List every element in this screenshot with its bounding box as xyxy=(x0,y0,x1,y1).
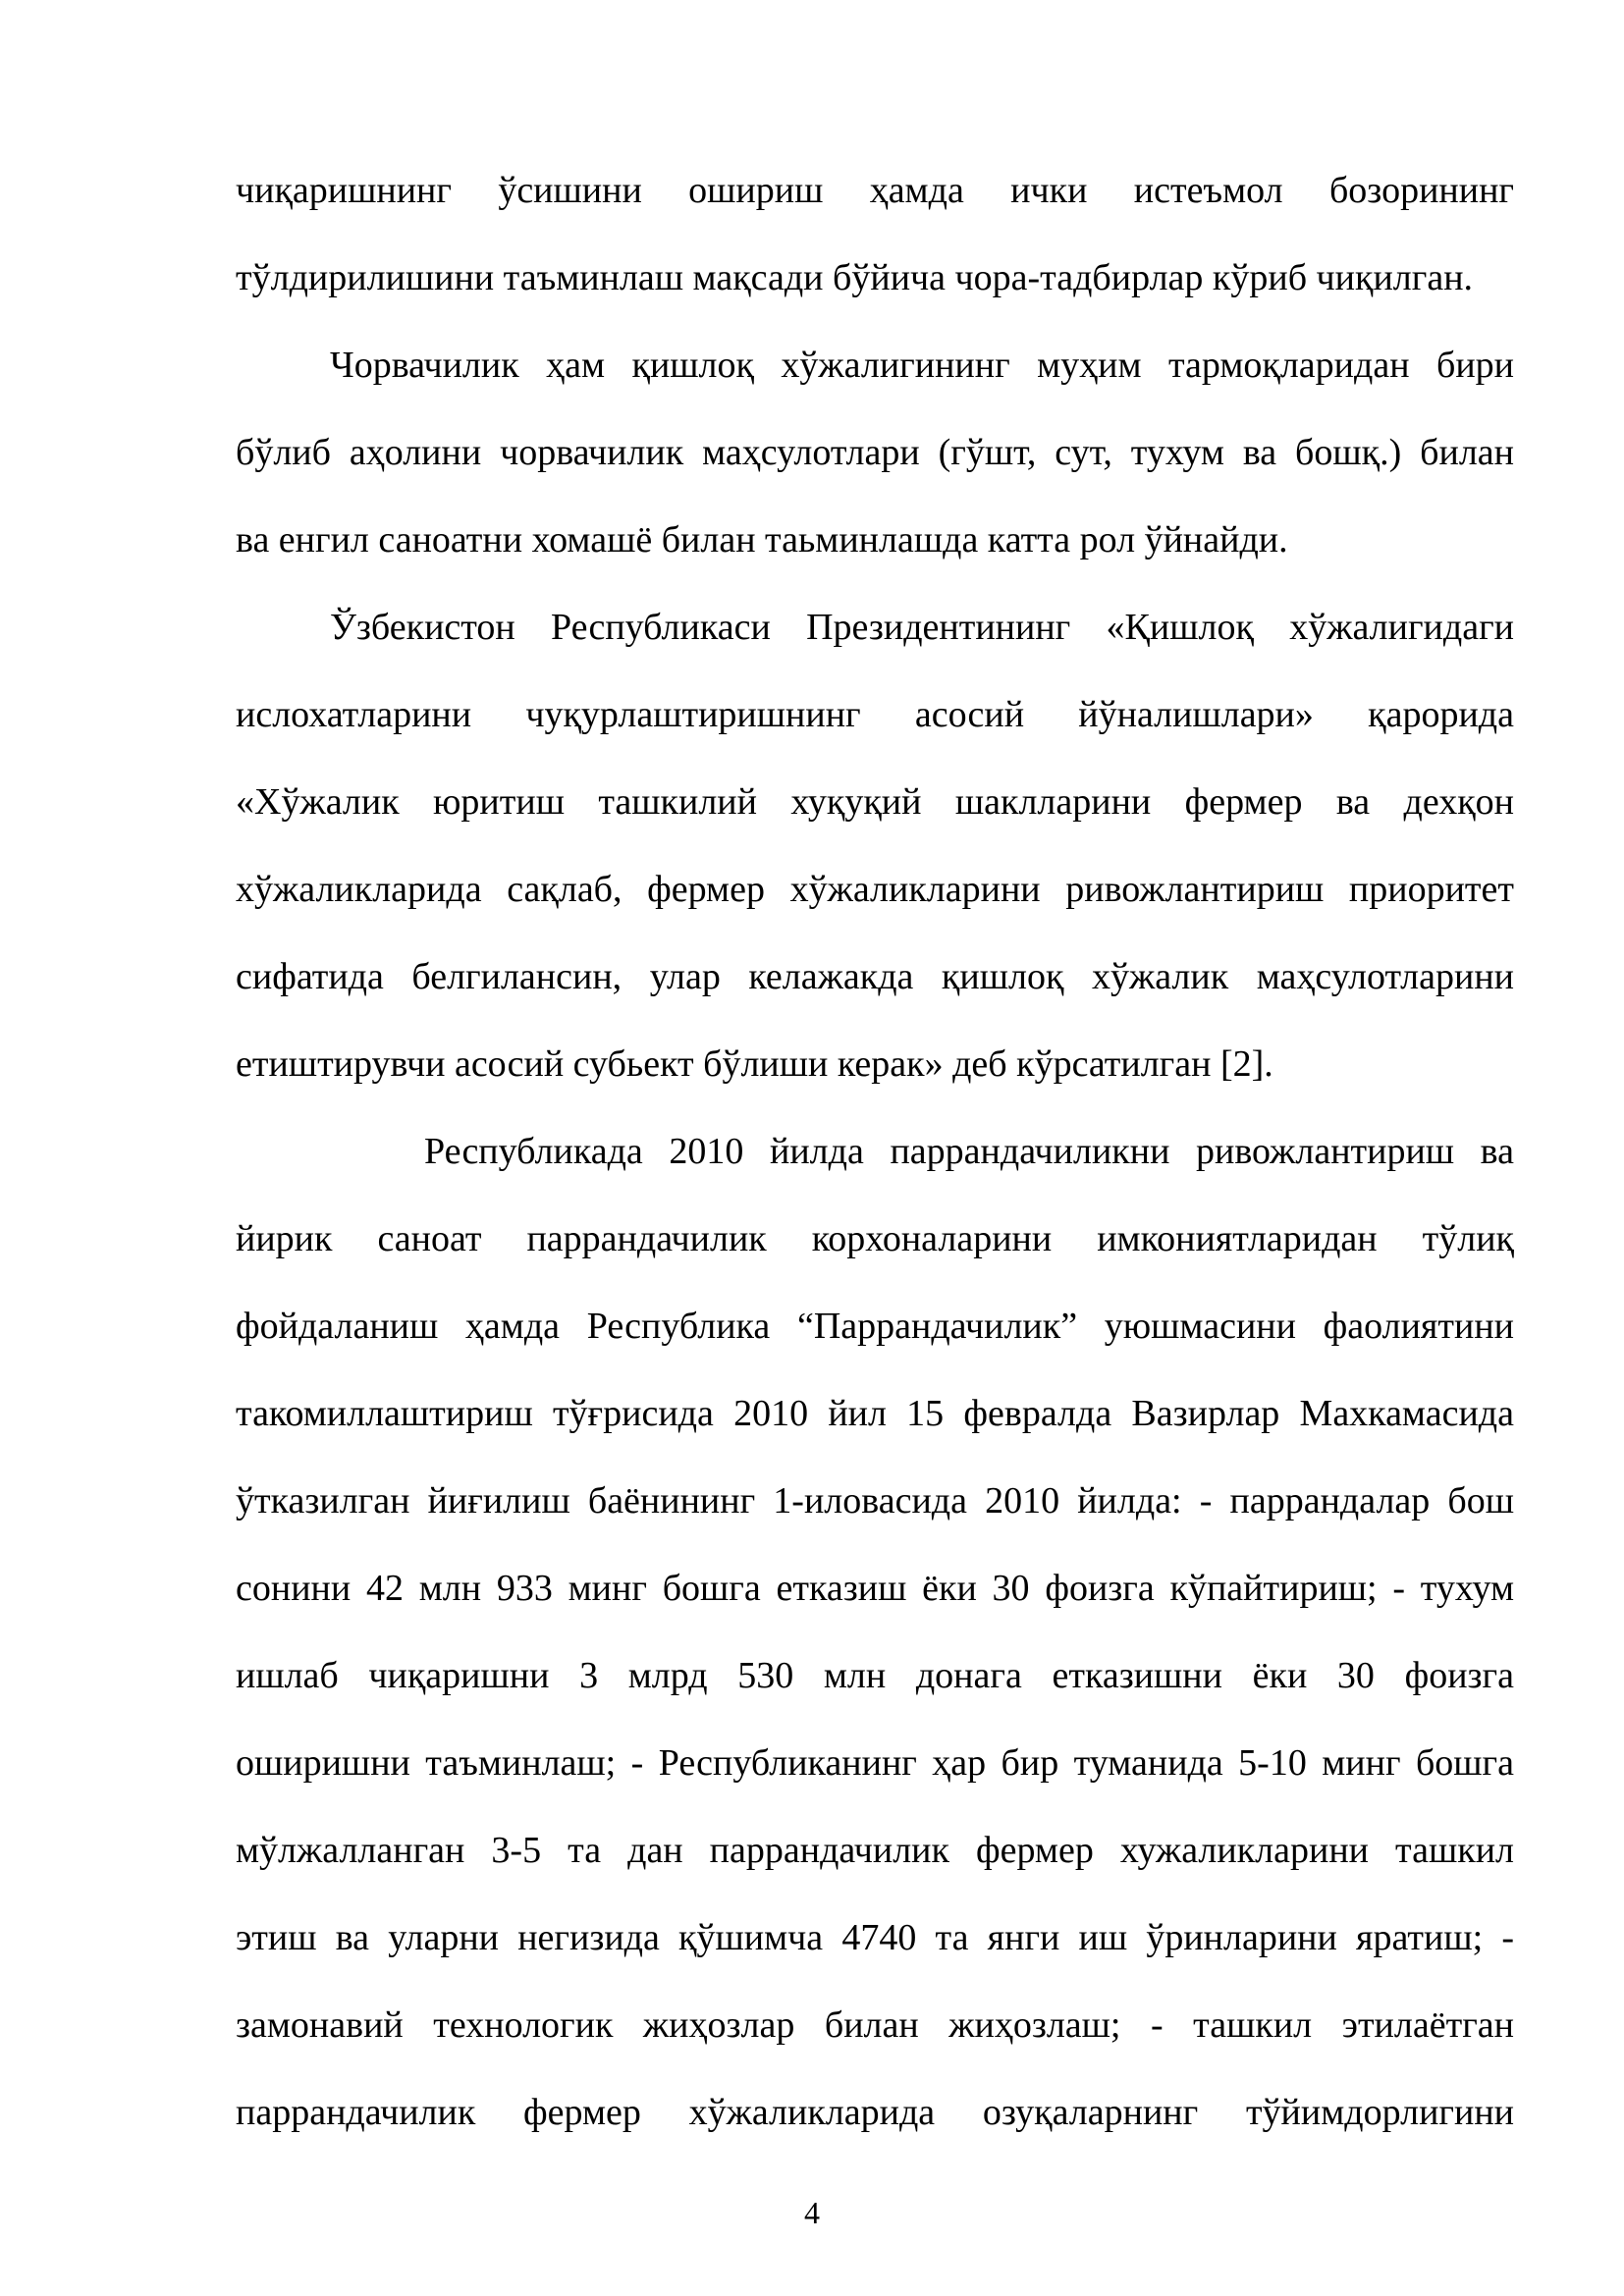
text-line: хўжаликларида сақлаб, фермер хўжаликларини ривожлантириш приоритет xyxy=(236,869,1514,910)
text-line: ислохатларини чуқурлаштиришнинг асосий йўналишлари» қарорида xyxy=(236,694,1514,735)
text-line: етиштирувчи асосий субьект бўлиши керак» деб кўрсатилган [2]. xyxy=(236,1043,1273,1085)
text-line: замонавий технологик жиҳозлар билан жиҳозлаш; - ташкил этилаётган xyxy=(236,2004,1514,2046)
text-line: сонини 42 млн 933 минг бошга етказиш ёки 30 фоизга кўпайтириш; - тухум xyxy=(236,1568,1514,1609)
text-line: ишлаб чиқаришни 3 млрд 530 млн донага етказишни ёки 30 фоизга xyxy=(236,1655,1514,1696)
text-line: «Хўжалик юритиш ташкилий хуқуқий шаклларини фермер ва дехқон xyxy=(236,781,1514,823)
paragraph-1 xyxy=(236,147,1514,322)
text-line: Чорвачилик ҳам қишлоқ хўжалигининг муҳим тармоқларидан бири xyxy=(330,345,1514,386)
text-line: сифатида белгилансин, улар келажакда қишлоқ хўжалик маҳсулотларини xyxy=(236,956,1514,997)
text-line: чиқаришнинг ўсишини ошириш ҳамда ички истеъмол бозорининг xyxy=(236,170,1514,211)
paragraph-3 xyxy=(236,584,1514,1108)
text-line: мўлжалланган 3-5 та дан паррандачилик фермер хужаликларини ташкил xyxy=(236,1830,1514,1871)
text-line: фойдаланиш ҳамда Республика “Паррандачилик” уюшмасини фаолиятини xyxy=(236,1306,1514,1347)
document-body xyxy=(236,147,1514,2157)
text-line: тўлдирилишини таъминлаш мақсади бўйича чора-тадбирлар кўриб чиқилган. xyxy=(236,257,1474,298)
text-line: йирик саноат паррандачилик корхоналарини имкониятларидан тўлиқ xyxy=(236,1218,1514,1259)
text-line: ўтказилган йиғилиш баёнининг 1-иловасида 2010 йилда: - паррандалар бош xyxy=(236,1480,1514,1522)
text-line: этиш ва уларни негизида қўшимча 4740 та янги иш ўринларини яратиш; - xyxy=(236,1917,1514,1958)
text-line: Ўзбекистон Республикаси Президентининг «Қишлоқ хўжалигидаги xyxy=(330,607,1514,648)
page-number: 4 xyxy=(804,2195,820,2230)
text-line: такомиллаштириш тўғрисида 2010 йил 15 февралда Вазирлар Махкамасида xyxy=(236,1393,1514,1434)
text-line: оширишни таъминлаш; - Республиканинг ҳар бир туманида 5-10 минг бошга xyxy=(236,1742,1514,1784)
text-line: паррандачилик фермер хўжаликларида озуқаларнинг тўйимдорлигини xyxy=(236,2092,1514,2133)
paragraph-2 xyxy=(236,322,1514,584)
text-line: Республикада 2010 йилда паррандачиликни ривожлантириш ва xyxy=(424,1131,1514,1172)
paragraph-4 xyxy=(236,1108,1514,2157)
text-line: ва енгил саноатни хомашё билан таьминлашда катта рол ўйнайди. xyxy=(236,519,1288,561)
text-line: бўлиб аҳолини чорвачилик маҳсулотлари (гўшт, сут, тухум ва бошқ.) билан xyxy=(236,432,1514,473)
